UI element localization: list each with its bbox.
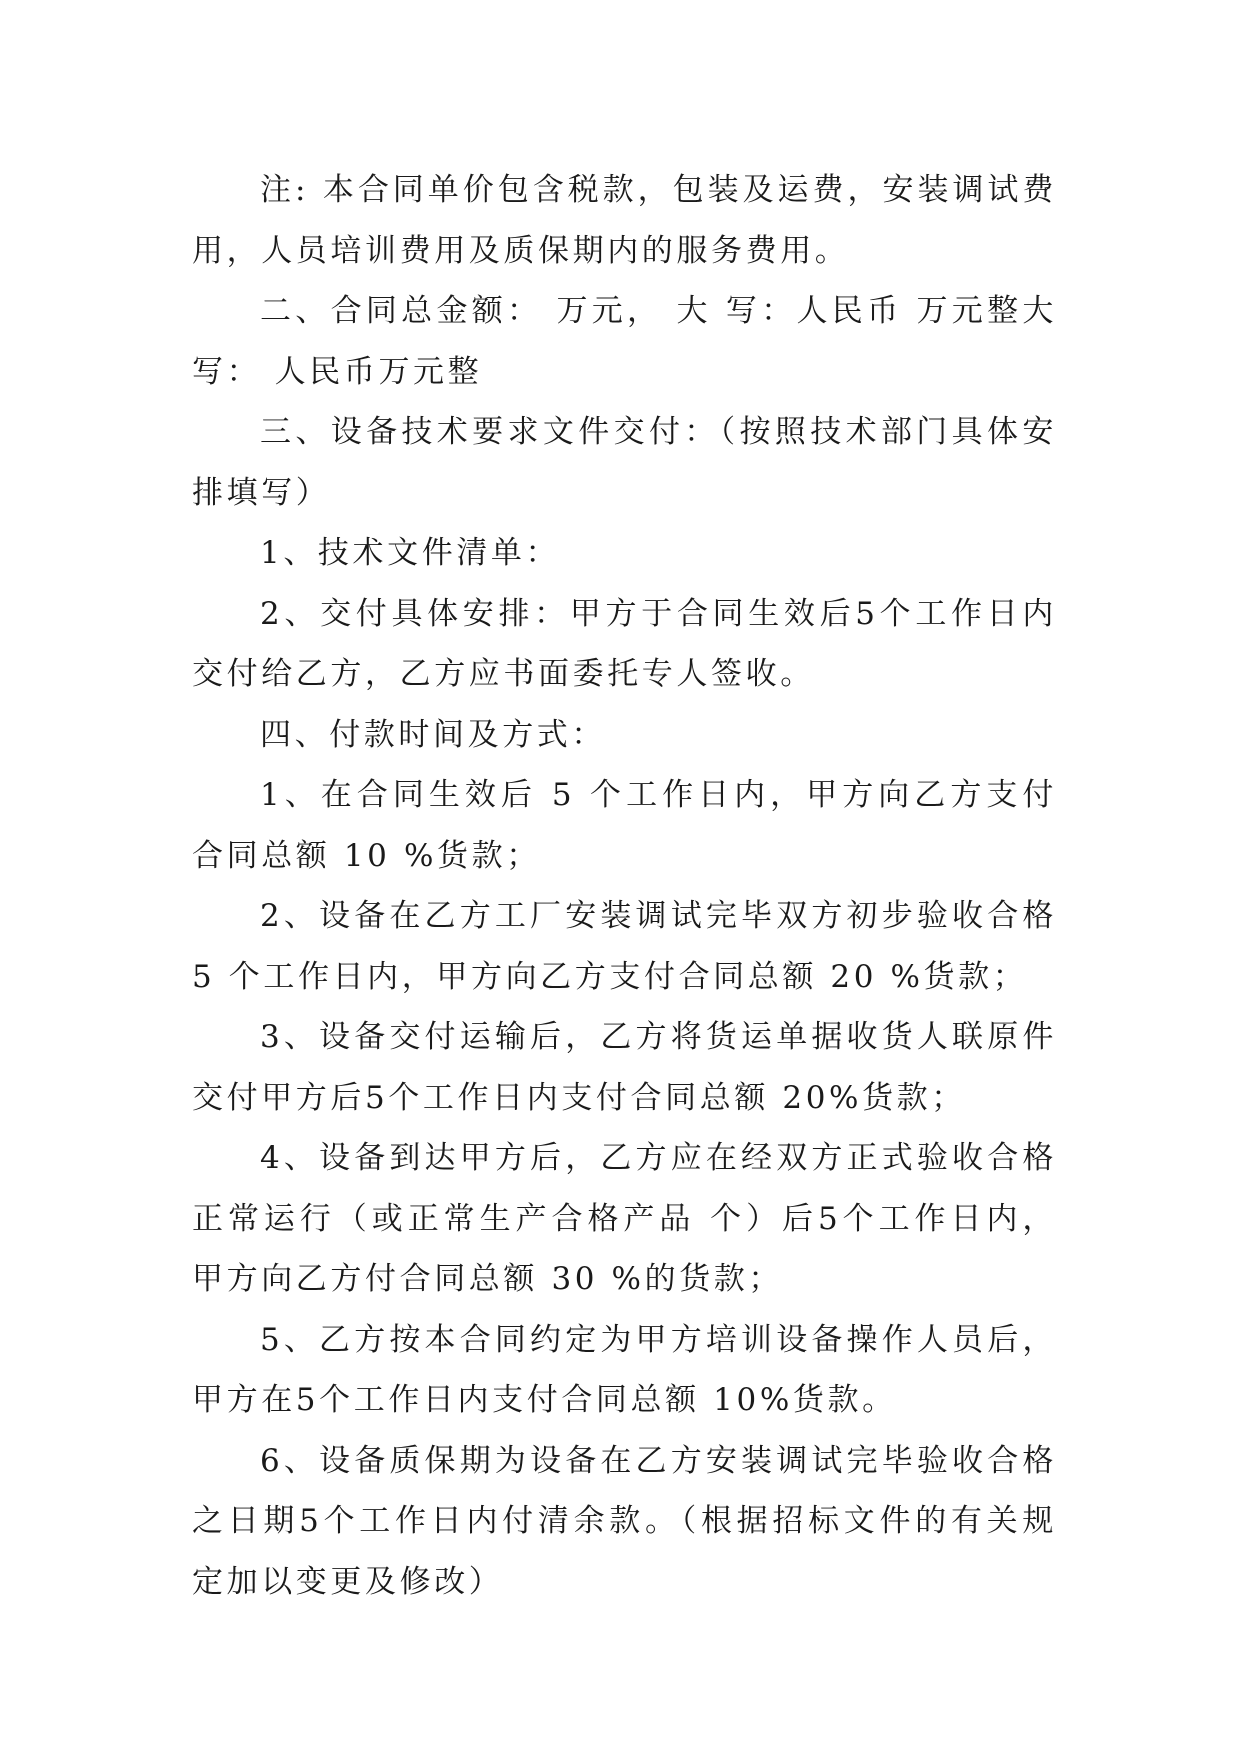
section-payment-terms: 四、付款时间及方式： <box>260 716 606 753</box>
note-price-inclusion: 注: 本合同单价包含税款，包装及运费，安装调试费用，人员培训费用及质保期内的服务费用。 <box>192 172 1057 269</box>
payment-item-5: 5、乙方按本合同约定为甲方培训设备操作人员后，甲方在5个工作日内支付合同总额 10%货款。 <box>192 1321 1057 1418</box>
payment-item-1: 1、在合同生效后 5 个工作日内，甲方向乙方支付合同总额 10 %货款； <box>192 777 1057 874</box>
tech-docs-item-2: 2、交付具体安排：甲方于合同生效后5个工作日内交付给乙方，乙方应书面委托专人签收。 <box>192 595 1057 692</box>
payment-item-4: 4、设备到达甲方后，乙方应在经双方正式验收合格正常运行（或正常生产合格产品 个）后5个工作日内，甲方向乙方付合同总额 30 %的货款； <box>192 1140 1057 1297</box>
payment-item-3: 3、设备交付运输后，乙方将货运单据收货人联原件交付甲方后5个工作日内支付合同总额 20%货款； <box>192 1019 1057 1116</box>
payment-item-6: 6、设备质保期为设备在乙方安装调试完毕验收合格之日期5个工作日内付清余款。（根据招标文件的有关规定加以变更及修改） <box>192 1442 1057 1600</box>
payment-item-2: 2、设备在乙方工厂安装调试完毕双方初步验收合格 5 个工作日内，甲方向乙方支付合同总额 20 %货款； <box>192 898 1057 995</box>
tech-docs-item-1: 1、技术文件清单： <box>260 535 561 571</box>
document-body <box>192 160 1057 1612</box>
section-tech-docs-delivery: 三、设备技术要求文件交付：（按照技术部门具体安排填写） <box>192 414 1057 511</box>
section-total-amount: 二、合同总金额： 万元， 大 写：人民币 万元整大写： 人民币万元整 <box>192 293 1057 390</box>
